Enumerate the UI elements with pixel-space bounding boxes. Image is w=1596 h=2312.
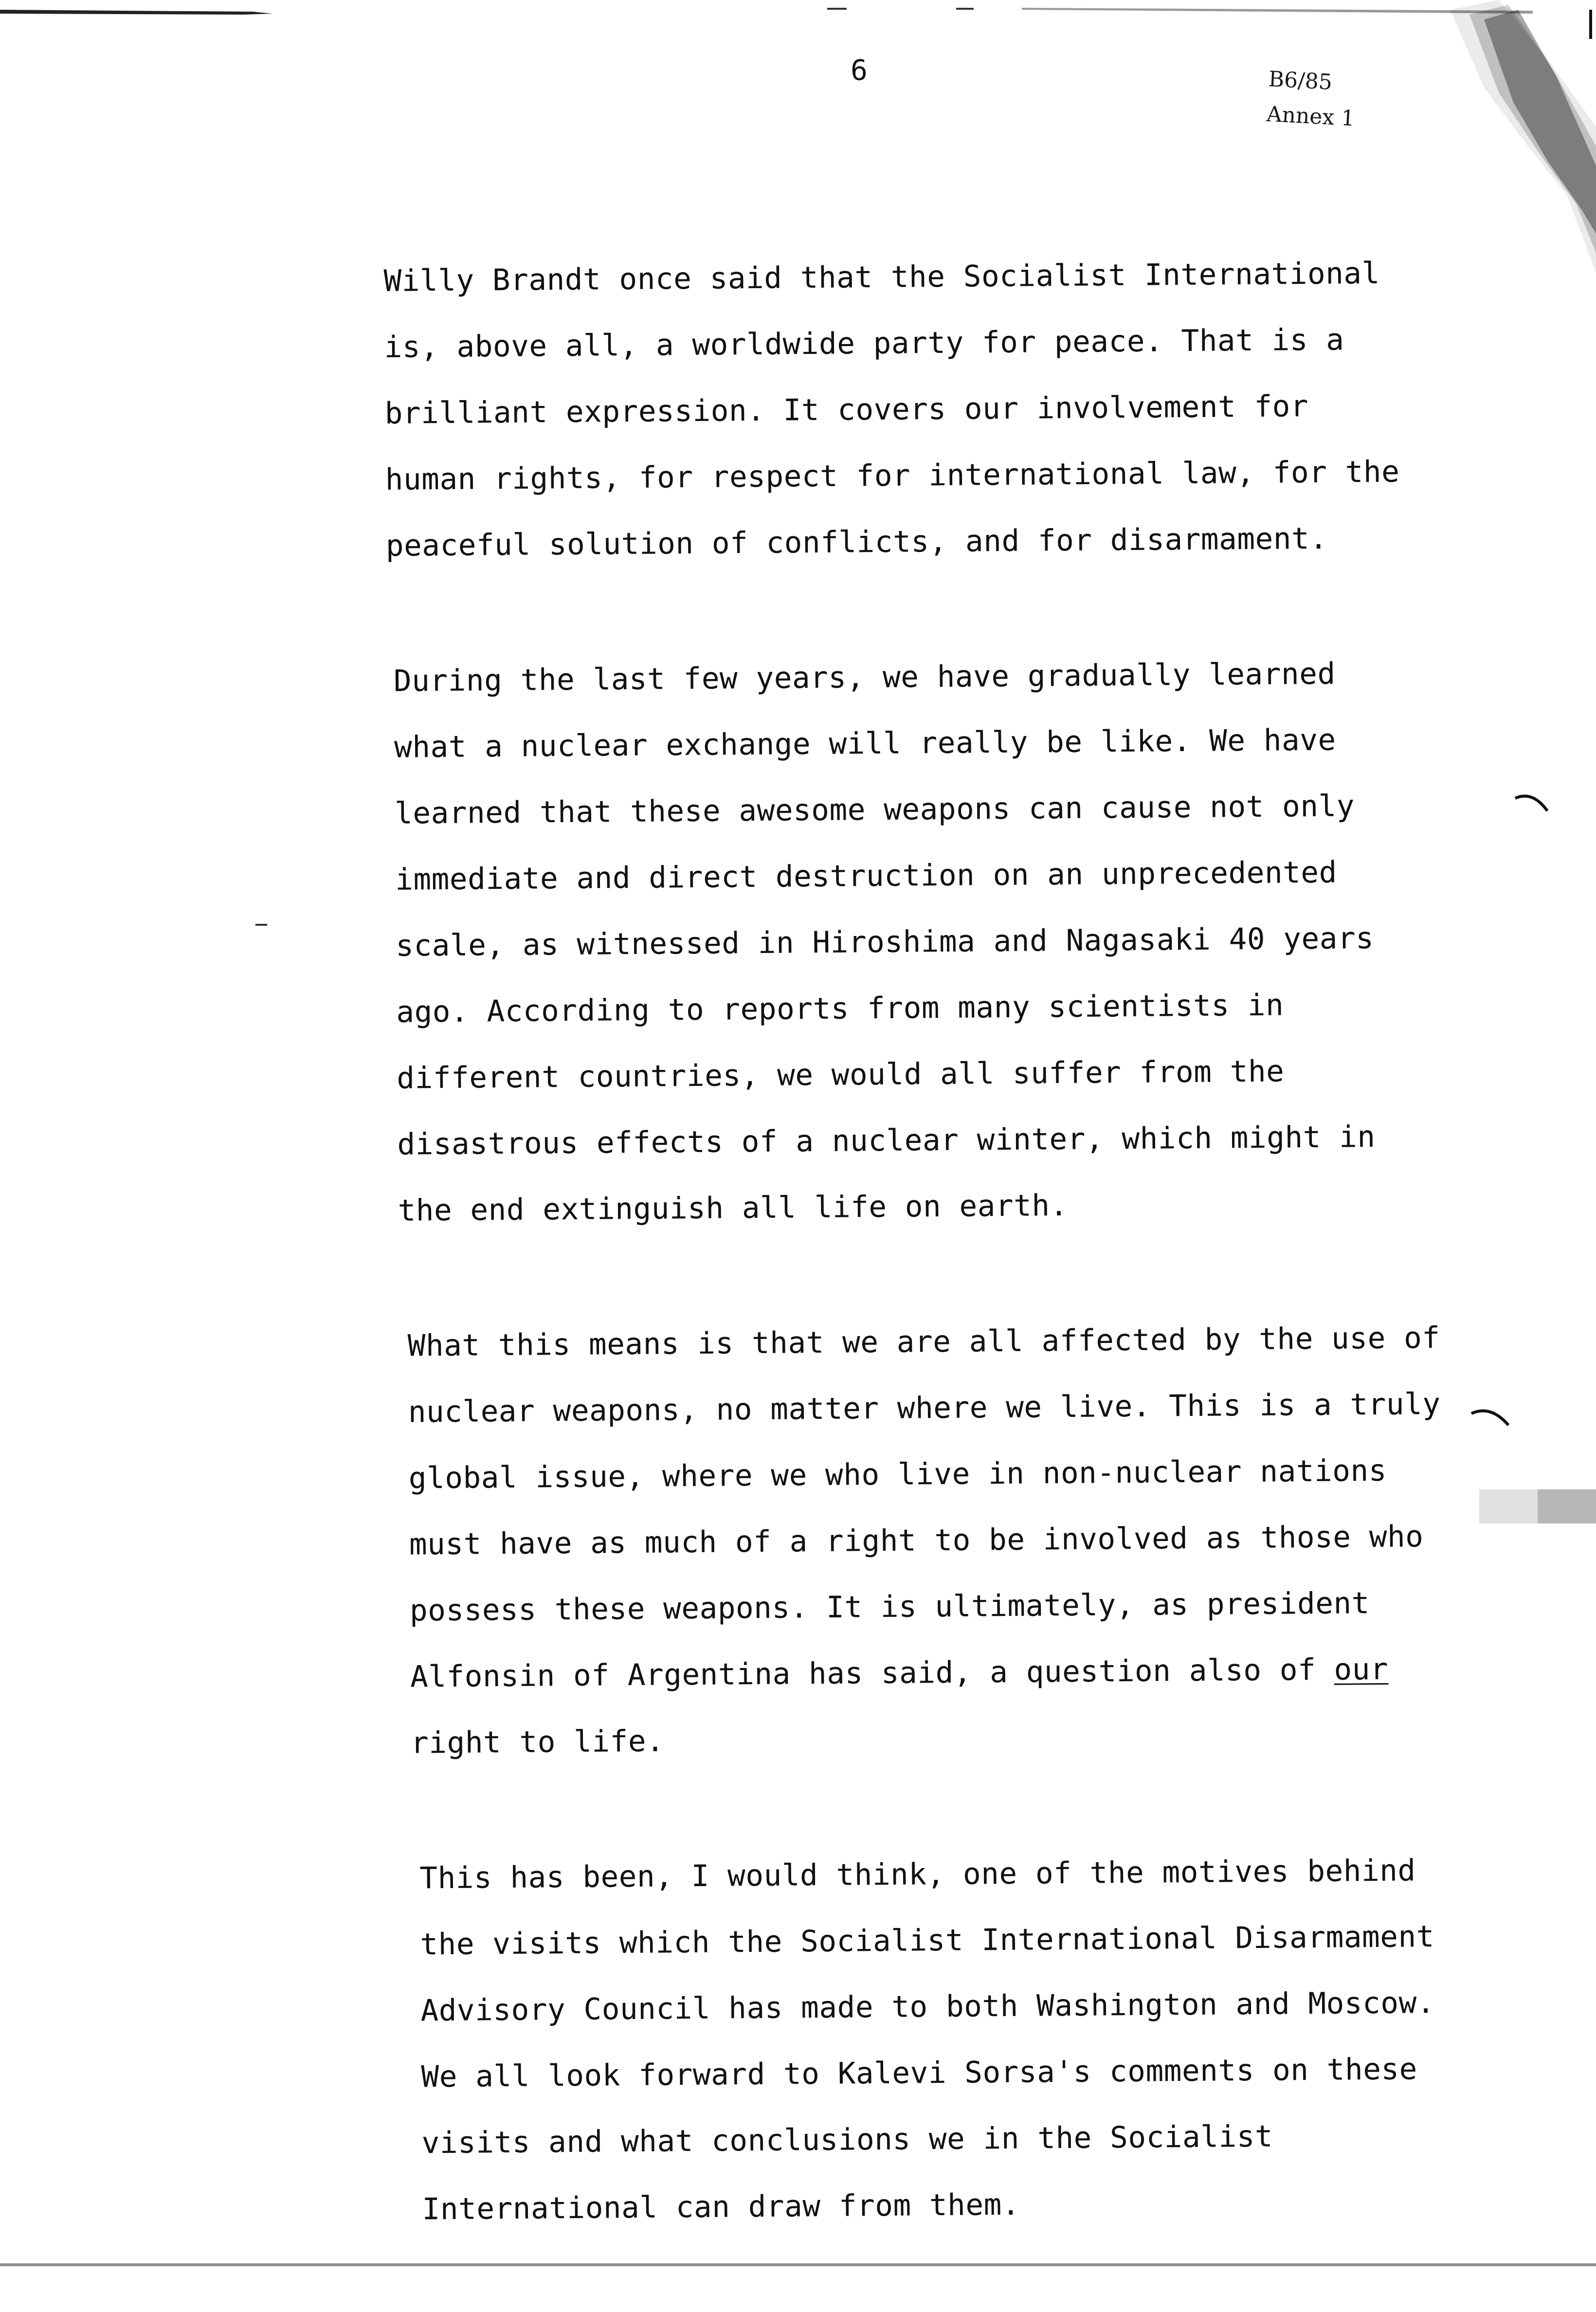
text-line: possess these weapons. It is ultimately, as president: [409, 1586, 1370, 1628]
paragraph-4: [396, 1837, 1533, 2243]
annex-label: Annex 1: [1266, 102, 1356, 131]
margin-dash-mark: [255, 922, 267, 927]
text-line: must have as much of a right to be involved as those who: [409, 1519, 1424, 1562]
text-line: What this means is that we are all affected by the use of: [407, 1321, 1440, 1363]
scan-noise-mark: [1479, 1475, 1596, 1528]
text-line: different countries, we would all suffer from the: [397, 1054, 1285, 1096]
paragraph-1: [383, 239, 1520, 579]
text-line: During the last few years, we have gradually learned: [393, 656, 1336, 698]
text-line: We all look forward to Kalevi Sorsa's comments on these: [421, 2052, 1418, 2094]
scan-corner-shadow: [1324, 0, 1596, 273]
text-line: brilliant expression. It covers our involvement for: [384, 389, 1309, 431]
text-segment: Alfonsin of Argentina has said, a question also of: [410, 1652, 1334, 1694]
text-line: immediate and direct destruction on an unprecedented: [395, 855, 1338, 897]
text-line: visits and what conclusions we in the Socialist: [421, 2119, 1273, 2161]
text-line: the end extinguish all life on earth.: [398, 1188, 1069, 1228]
body-text: [383, 239, 1533, 2312]
underlined-word: our: [1334, 1651, 1389, 1687]
document-reference: [1266, 68, 1357, 130]
text-line: This has been, I would think, one of the motives behind: [419, 1853, 1416, 1896]
text-line: global issue, where we who live in non-nuclear nations: [408, 1453, 1387, 1496]
text-line: human rights, for respect for international law, for the: [385, 454, 1400, 497]
text-line: disastrous effects of a nuclear winter, which might in: [397, 1119, 1376, 1162]
paragraph-3: [392, 1304, 1529, 1777]
margin-bracket-mark: [1513, 789, 1552, 818]
text-line: peaceful solution of conflicts, and for disarmament.: [385, 521, 1328, 563]
text-line: nuclear weapons, no matter where we live. This is a truly: [408, 1387, 1441, 1430]
text-line: is, above all, a worldwide party for peace. That is a: [384, 322, 1344, 365]
reference-code: B6/85: [1268, 67, 1333, 95]
text-line: Willy Brandt once said that the Socialist International: [383, 256, 1380, 298]
text-line: the visits which the Socialist International Disarmament: [420, 1919, 1435, 1962]
text-line: what a nuclear exchange will really be like. We have: [394, 722, 1336, 765]
text-line: scale, as witnessed in Hiroshima and Nagasaki 40 years: [395, 921, 1374, 963]
text-line: ago. According to reports from many scientists in: [396, 988, 1284, 1029]
margin-bracket-mark: [1469, 1402, 1513, 1431]
text-line: International can draw from them.: [422, 2187, 1020, 2227]
page-number: 6: [851, 54, 868, 87]
text-line: learned that these awesome weapons can cause not only: [394, 789, 1355, 831]
text-line-with-underline: [395, 1635, 1529, 1710]
text-line: right to life.: [410, 1724, 665, 1761]
text-line: Advisory Council has made to both Washington and Moscow.: [420, 1985, 1435, 2028]
paragraph-2: [386, 640, 1525, 1244]
